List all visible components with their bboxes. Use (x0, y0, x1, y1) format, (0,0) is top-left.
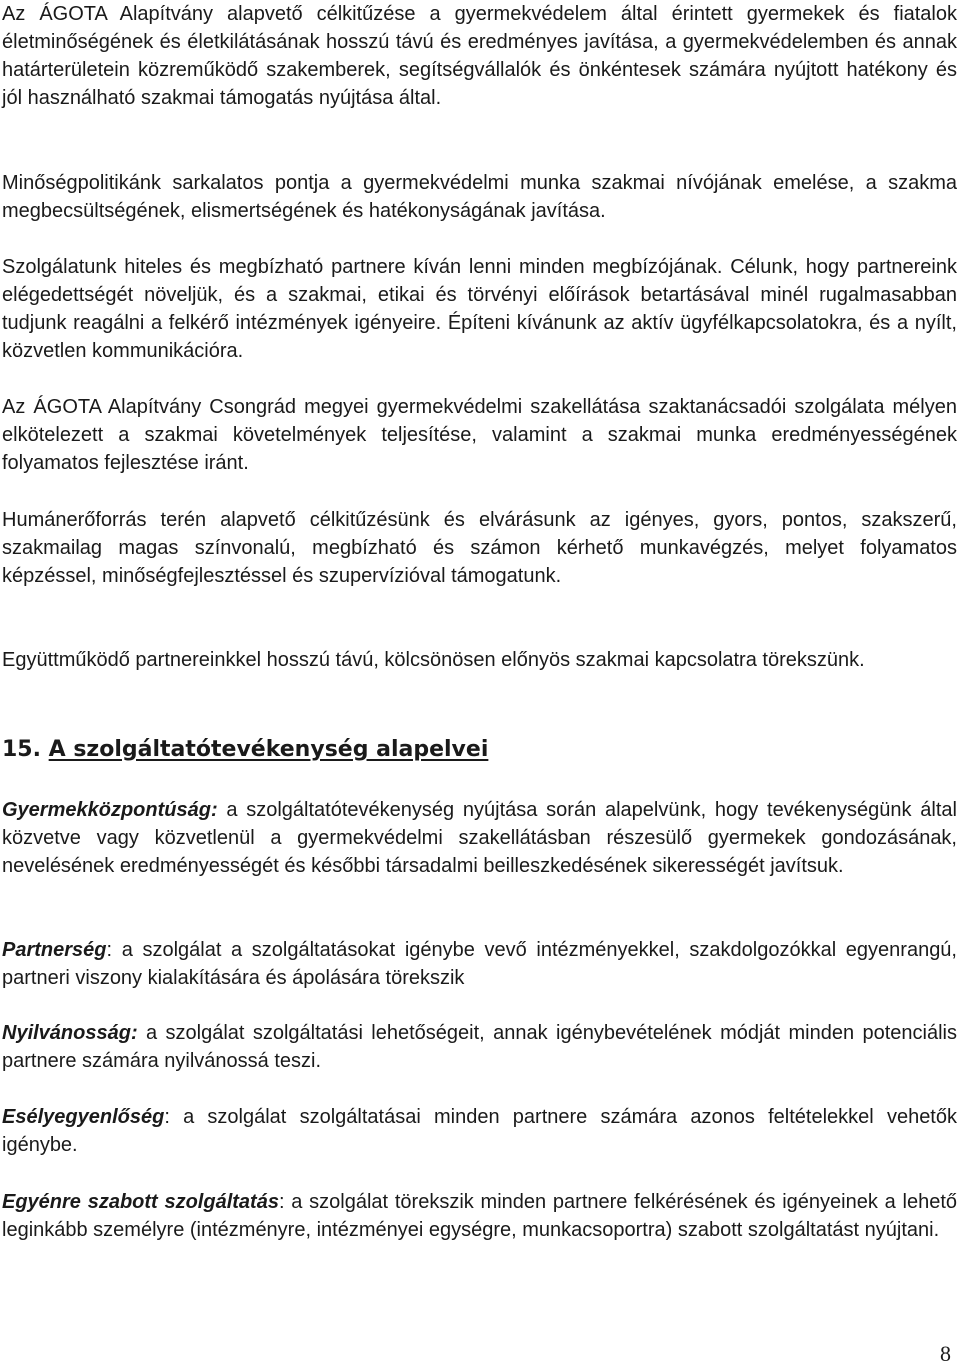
paragraph-cooperation: Együttműködő partnereinkkel hosszú távú, kölcsönösen előnyös szakmai kapcsolatra törekszünk. (2, 649, 865, 671)
principle-partnership (2, 936, 957, 992)
paragraph-quality-policy: Minőségpolitikánk sarkalatos pontja a gyermekvédelmi munka szakmai nívójának emelése, a szakma megbecsültségének, elismertségének és hatékonyságának javítása. (2, 172, 957, 222)
principle-term: Esélyegyenlőség (2, 1106, 165, 1128)
principle-tailored-service (2, 1188, 957, 1244)
paragraph-mission: Az ÁGOTA Alapítvány alapvető célkitűzése a gyermekvédelem által érintett gyermekek és fiatalok életminőségének és életkilátásának hosszú távú és eredményes javítása, a gyermekvédelemben és annak határterületein közreműködő szakemberek, segítségvállalók és önkéntesek számára nyújtott hatékony és jól használható szakmai támogatás nyújtása által. (2, 3, 957, 109)
section-number: 15. (2, 737, 41, 762)
principle-term: Egyénre szabott szolgáltatás (2, 1191, 279, 1213)
page-number: 8 (940, 1341, 951, 1366)
principle-text: a szolgálat szolgáltatási lehetőségeit, annak igénybevételének módját minden potenciális partnere számára nyilvánossá teszi. (2, 1022, 957, 1072)
paragraph-partners: Szolgálatunk hiteles és megbízható partnere kíván lenni minden megbízójának. Célunk, hogy partnereink elégedettségét növeljük, és a szakmai, etikai és törvényi előírások betartásával minél rugalmasabban tudjunk reagálni a felkérő intézmények igényeire. Építeni kívánunk az aktív ügyfélkapcsolatokra, és a nyílt, közvetlen kommunikációra. (2, 256, 957, 362)
principle-text: : a szolgálat szolgáltatásai minden partnere számára azonos feltételekkel vehetők igénybe. (2, 1106, 957, 1156)
principle-term: Partnerség (2, 939, 107, 961)
section-heading (2, 735, 488, 765)
paragraph-commitment: Az ÁGOTA Alapítvány Csongrád megyei gyermekvédelmi szakellátása szaktanácsadói szolgálata mélyen elkötelezett a szakmai követelmények teljesítése, valamint a szakmai munka eredményességének folyamatos fejlesztése iránt. (2, 396, 957, 474)
principle-text: : a szolgálat törekszik minden partnere felkérésének és igényeinek a lehető leginkább személyre (intézményre, intézményei egységre, munkacsoportra) szabott szolgáltatást nyújtani. (2, 1191, 957, 1241)
section-title: A szolgáltatótevékenység alapelvei (48, 737, 489, 762)
principle-publicity (2, 1019, 957, 1075)
principle-text: : a szolgálat a szolgáltatásokat igénybe vevő intézményekkel, szakdolgozókkal egyenrangú, partneri viszony kialakítására és ápolására törekszik (2, 939, 957, 989)
principle-equal-opportunity (2, 1103, 957, 1159)
principle-term: Nyilvánosság: (2, 1022, 138, 1044)
principle-term: Gyermekközpontúság: (2, 799, 218, 821)
paragraph-human-resources: Humánerőforrás terén alapvető célkitűzésünk és elvárásunk az igényes, gyors, pontos, szakszerű, szakmailag magas színvonalú, megbízható és számon kérhető munkavégzés, melyet folyamatos képzéssel, minőségfejlesztéssel és szupervízióval támogatunk. (2, 509, 957, 587)
principle-text: a szolgáltatótevékenység nyújtása során alapelvünk, hogy tevékenységünk által közvetve vagy közvetlenül a gyermekvédelmi szakellátásban részesülő gyermekek gondozásának, nevelésének eredményességét és későbbi társadalmi beilleszkedésének sikerességét javítsuk. (2, 799, 957, 877)
principle-child-centered (2, 796, 957, 880)
